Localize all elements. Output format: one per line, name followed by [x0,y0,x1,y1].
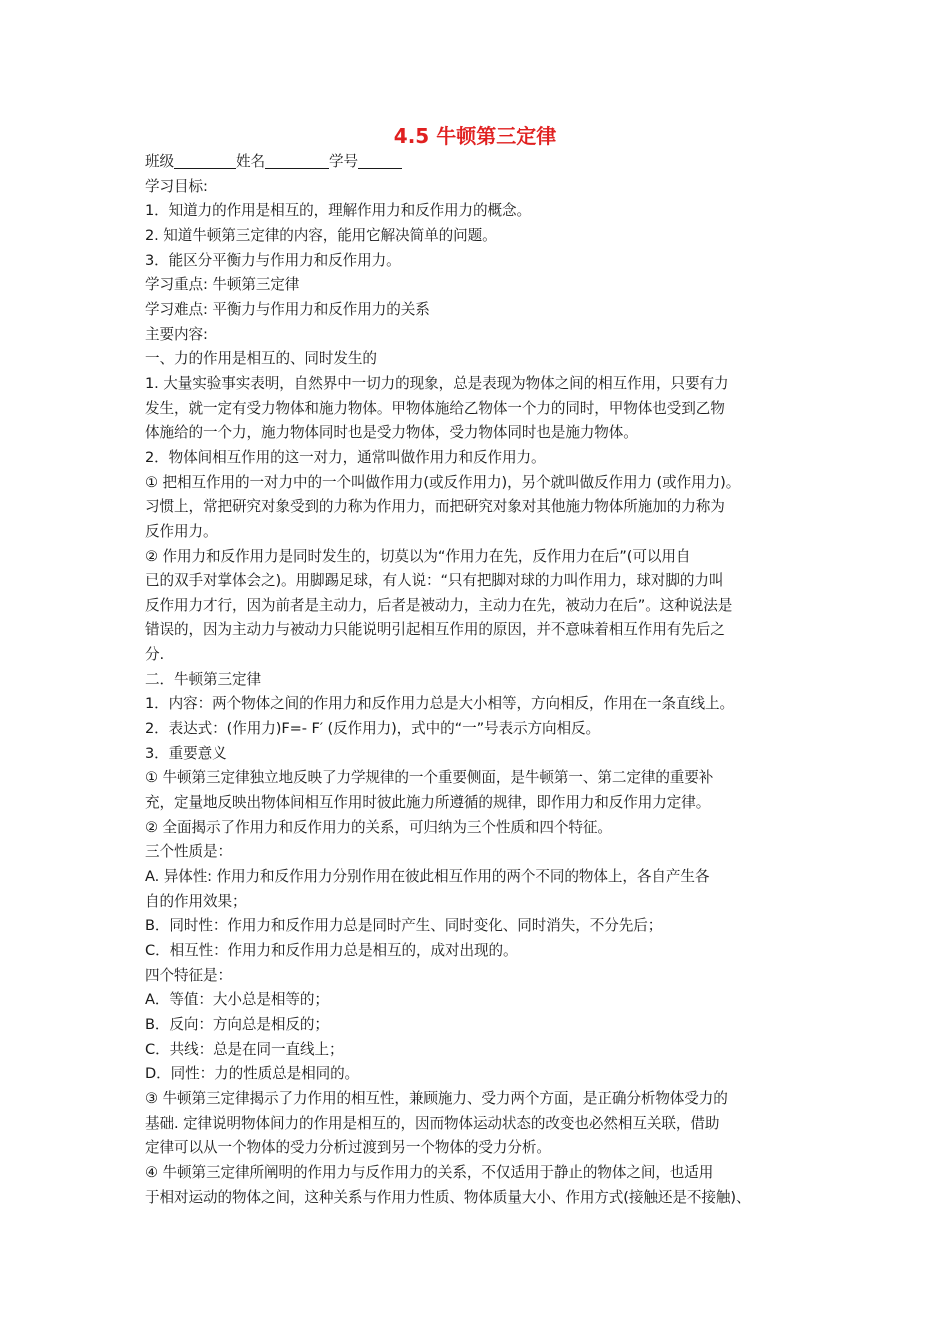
text-line: 四个特征是： [145,966,232,984]
text-line: ② 作用力和反作用力是同时发生的，切莫以为“作用力在先，反作用力在后”(可以用自 [145,547,691,565]
text-line: ④ 牛顿第三定律所阐明的作用力与反作用力的关系，不仅适用于静止的物体之间，也适用 [145,1163,714,1181]
text-line: ② 全面揭示了作用力和反作用力的关系，可归纳为三个性质和四个特征。 [145,818,612,836]
text-line: ① 牛顿第三定律独立地反映了力学规律的一个重要侧面，是牛顿第一、第二定律的重要补 [145,769,714,787]
text-line: 2．表达式：(作用力)F=- F′ (反作用力)，式中的“一”号表示方向相反。 [145,720,601,738]
text-line: A. 异体性: 作用力和反作用力分别作用在彼此相互作用的两个不同的物体上，各自产生各 [145,868,710,886]
text-line: 3．重要意义 [145,744,227,762]
text-line: 错误的，因为主动力与被动力只能说明引起相互作用的原因，并不意味着相互作用有先后之 [145,621,725,639]
text-line: 于相对运动的物体之间，这种关系与作用力性质、物体质量大小、作用方式(接触还是不接触)、 [145,1188,751,1206]
text-line: C．共线：总是在同一直线上； [145,1040,344,1058]
student-info-line [145,150,815,175]
text-line: 习惯上，常把研究对象受到的力称为作用力，而把研究对象对其他施力物体所施加的力称为 [145,498,725,516]
text-line: 自的作用效果； [145,892,247,910]
document-body [145,150,815,1210]
text-line: 充，定量地反映出物体间相互作用时彼此施力所遵循的规律，即作用力和反作用力定律。 [145,794,711,812]
text-line: 发生，就一定有受力物体和施力物体。甲物体施给乙物体一个力的同时，甲物体也受到乙物 [145,399,725,417]
text-line: ① 把相互作用的一对力中的一个叫做作用力(或反作用力)，另个就叫做反作用力 (或作用力)。 [145,473,741,491]
section-heading: 一、力的作用是相互的、同时发生的 [145,350,377,368]
text-line: 2．物体间相互作用的这一对力，通常叫做作用力和反作用力。 [145,448,546,466]
name-blank[interactable] [265,152,329,169]
section-heading: 二．牛顿第三定律 [145,670,261,688]
class-blank[interactable] [174,152,236,169]
text-line: C．相互性：作用力和反作用力总是相互的，成对出现的。 [145,942,518,959]
text-line: 1．知道力的作用是相互的，理解作用力和反作用力的概念。 [145,202,532,220]
text-line: D．同性：力的性质总是相同的。 [145,1065,360,1083]
text-line: 学习重点: 牛顿第三定律 [145,276,300,294]
text-line: 分. [145,646,165,664]
text-line: B．同时性：作用力和反作用力总是同时产生、同时变化、同时消失，不分先后； [145,917,663,935]
text-line: ③ 牛顿第三定律揭示了力作用的相互性，兼顾施力、受力两个方面，是正确分析物体受力的 [145,1089,728,1107]
text-line: 1．内容：两个物体之间的作用力和反作用力总是大小相等，方向相反，作用在一条直线上。 [145,695,734,713]
name-label: 姓名 [236,153,265,170]
text-line: 反作用力才行，因为前者是主动力，后者是被动力，主动力在先，被动力在后”。这种说法是 [145,596,733,614]
text-line: B．反向：方向总是相反的； [145,1015,329,1033]
text-line: 反作用力。 [145,522,218,540]
text-line: 学习难点: 平衡力与作用力和反作用力的关系 [145,300,430,318]
text-line: 基础. 定律说明物体间力的作用是相互的，因而物体运动状态的改变也必然相互关联，借助 [145,1114,720,1132]
number-blank[interactable] [358,152,402,169]
text-line: 1. 大量实验事实表明，自然界中一切力的现象，总是表现为物体之间的相互作用，只要有力 [145,374,729,392]
text-line: 主要内容: [145,325,208,343]
text-line: A．等值：大小总是相等的； [145,991,329,1009]
text-line: 体施给的一个力，施力物体同时也是受力物体，受力物体同时也是施力物体。 [145,424,638,442]
class-label: 班级 [145,153,174,170]
text-line: 已的双手对掌体会之)。用脚踢足球，有人说：“只有把脚对球的力叫作用力，球对脚的力叫 [145,572,724,590]
number-label: 学号 [329,153,358,170]
text-line: 学习目标: [145,177,208,195]
text-line: 3．能区分平衡力与作用力和反作用力。 [145,251,401,269]
text-line: 三个性质是： [145,843,232,861]
page-title: 4.5 牛顿第三定律 [393,124,557,148]
text-line: 定律可以从一个物体的受力分析过渡到另一个物体的受力分析。 [145,1139,551,1157]
text-line: 2. 知道牛顿第三定律的内容，能用它解决简单的问题。 [145,226,497,244]
